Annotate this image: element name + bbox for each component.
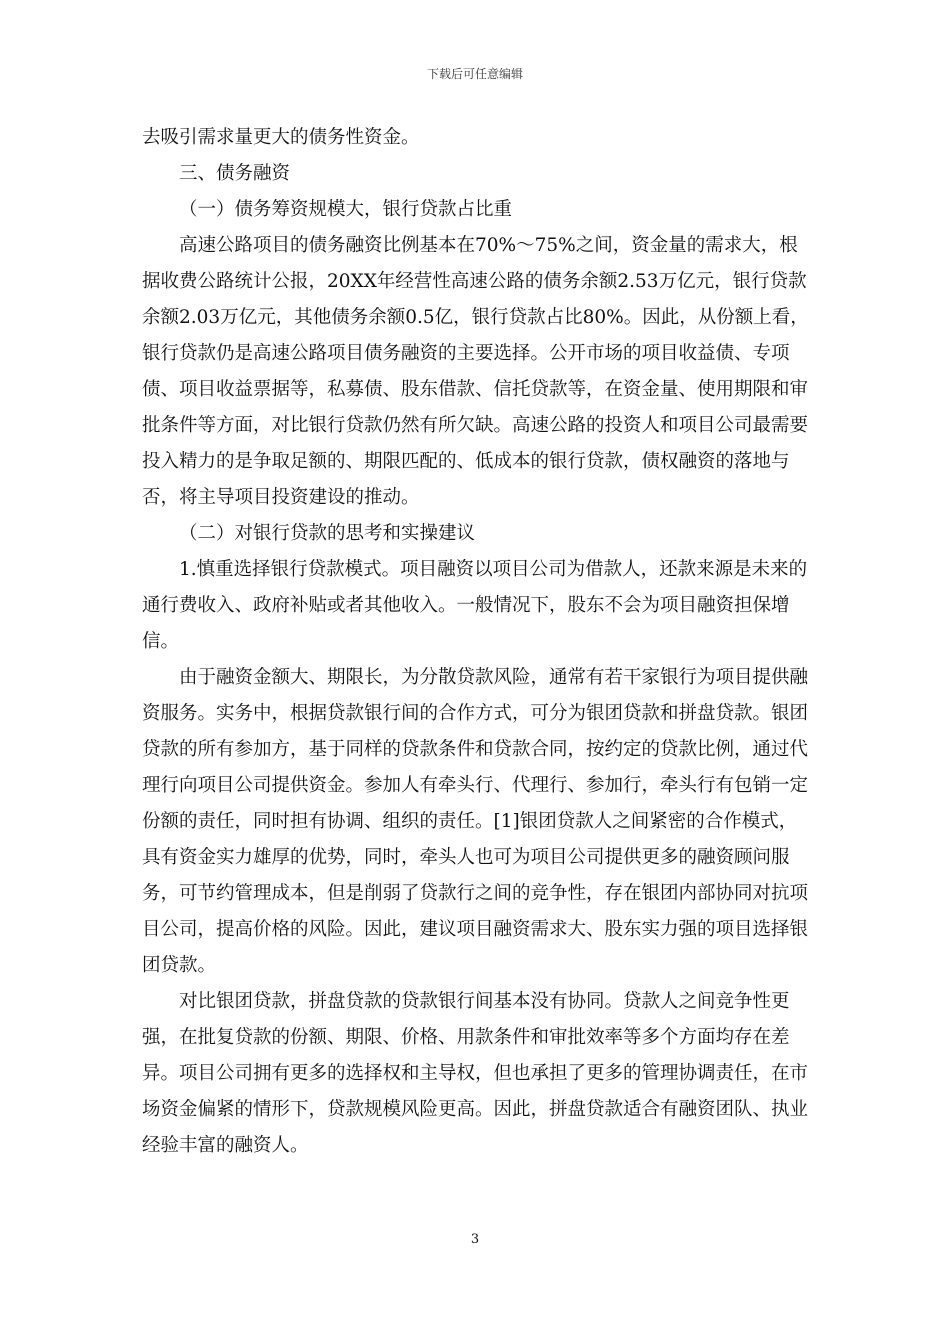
paragraph-club-loan: 对比银团贷款，拼盘贷款的贷款银行间基本没有协同。贷款人之间竞争性更强，在批复贷款的份额、期限、价格、用款条件和审批效率等多个方面均存在差异。项目公司拥有更多的选择权和主导权，但也承担了更多的管理协调责任，在市场资金偏紧的情形下，贷款规模风险更高。因此，拼盘贷款适合有融资团队、执业经验丰富的融资人。 <box>142 991 809 1156</box>
page-number: 3 <box>470 1232 480 1247</box>
paragraph-continuation: 去吸引需求量更大的债务性资金。 <box>142 127 420 148</box>
document-body <box>142 120 810 1164</box>
section-heading: 三、债务融资 <box>179 163 291 184</box>
paragraph-debt-scale: 高速公路项目的债务融资比例基本在70%～75%之间，资金量的需求大，根据收费公路统计公报，20XX年经营性高速公路的债务余额2.53万亿元，银行贷款余额2.03万亿元，其他债务余额0.5亿，银行贷款占比80%。因此，从份额上看，银行贷款仍是高速公路项目债务融资的主要选择。公开市场的项目收益债、专项债、项目收益票据等，私募债、股东借款、信托贷款等，在资金量、使用期限和审批条件等方面，对比银行贷款仍然有所欠缺。高速公路的投资人和项目公司最需要投入精力的是争取足额的、期限匹配的、低成本的银行贷款，债权融资的落地与否，将主导项目投资建设的推动。 <box>142 235 809 508</box>
paragraph-syndicated-loan: 由于融资金额大、期限长，为分散贷款风险，通常有若干家银行为项目提供融资服务。实务中，根据贷款银行间的合作方式，可分为银团贷款和拼盘贷款。银团贷款的所有参加方，基于同样的贷款条件和贷款合同，按约定的贷款比例，通过代理行向项目公司提供资金。参加人有牵头行、代理行、参加行，牵头行有包销一定份额的责任，同时担有协调、组织的责任。[1]银团贷款人之间紧密的合作模式，具有资金实力雄厚的优势，同时，牵头人也可为项目公司提供更多的融资顾问服务，可节约管理成本，但是削弱了贷款行之间的竞争性，存在银团内部协同对抗项目公司，提高价格的风险。因此，建议项目融资需求大、股东实力强的项目选择银团贷款。 <box>142 667 809 976</box>
paragraph-loan-mode: 1.慎重选择银行贷款模式。项目融资以项目公司为借款人，还款来源是未来的通行费收入、政府补贴或者其他收入。一般情况下，股东不会为项目融资担保增信。 <box>142 559 808 652</box>
subsection-heading-1: （一）债务筹资规模大，银行贷款占比重 <box>179 199 513 220</box>
page-header: 下载后可任意编辑 <box>426 67 523 81</box>
subsection-heading-2: （二）对银行贷款的思考和实操建议 <box>179 523 476 544</box>
